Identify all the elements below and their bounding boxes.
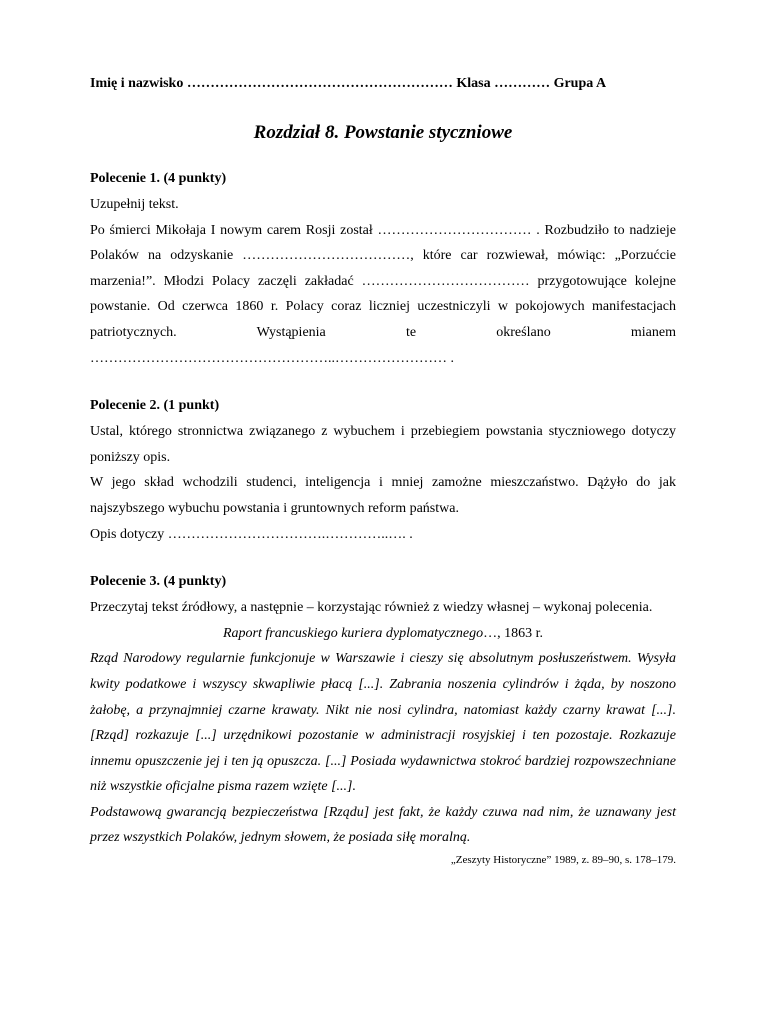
source-title-date: …, 1863 r. — [483, 625, 543, 641]
task-1-instruction: Uzupełnij tekst. — [90, 197, 179, 212]
task-2-heading: Polecenie 2. (1 punkt) — [90, 398, 220, 414]
source-title-main: Raport francuskiego kuriera dyplomatycznego — [222, 625, 484, 641]
task-2-instruction: Ustal, którego stronnictwa związanego z wybuchem i przebiegiem powstania styczniowego dotyczy poniższy opis. — [90, 424, 676, 465]
task-3-instruction: Przeczytaj tekst źródłowy, a następnie – korzystając również z wiedzy własnej – wykonaj polecenia. — [90, 600, 653, 616]
source-title — [90, 621, 676, 647]
task-3-heading: Polecenie 3. (4 punkty) — [90, 574, 227, 590]
task-1-heading: Polecenie 1. (4 punkty) — [90, 171, 227, 186]
task-1 — [90, 170, 676, 371]
task-3 — [90, 573, 676, 867]
student-info-line: Imię i nazwisko ………………………………………………… Klasa ………… Grupa A — [90, 76, 607, 91]
worksheet-page — [90, 74, 676, 867]
page-title: Rozdział 8. Powstanie styczniowe — [253, 122, 513, 143]
source-paragraph-2: Podstawową gwarancją bezpieczeństwa [Rządu] jest fakt, że każdy czuwa nad nim, że uznawany jest przez wszystkich Polaków, jednym słowem, że posiada siłę moralną. — [90, 804, 676, 846]
source-paragraph-1: Rząd Narodowy regularnie funkcjonuje w Warszawie i cieszy się absolutnym posłuszeństwem. Wysyła kwity podatkowe i wszyscy skwapliwie płacą [...]. Zabrania noszenia cylindrów i żąda, by noszono żałobę, a przynajmniej czarne krawaty. Nikt nie nosi cylindra, natomiast każdy czarny krawat [...]. [Rząd] rozkazuje [...] urzędnikowi pozostanie w administracji rosyjskiej i ten pozostaje. Rozkazuje innemu opuszczenie jej i ten ją opuszcza. [...] Posiada wydawnictwa stokroć bardziej rozpowszechniane niż wszystkie oficjalne pisma razem wzięte [...]. — [90, 651, 676, 795]
task-2 — [90, 397, 676, 547]
task-1-text: Po śmierci Mikołaja I nowym carem Rosji został …………………………… . Rozbudziło to nadzieje Polaków na odzyskanie ………………………………, które car rozwiewał, mówiąc: „Porzućcie marzenia!”. Młodzi Polacy zaczęli zakładać ……………………………… przygotowujące kolejne powstanie. Od czerwca 1860 r. Polacy coraz liczniej uczestniczyli w pokojowych manifestacjach patriotycznych. Wystąpienia te określano mianem ……………………………………………..…………………… . — [90, 222, 676, 366]
task-2-description: W jego skład wchodzili studenci, inteligencja i mniej zamożne mieszczaństwo. Dążyło do jak najszybszego wybuchu powstania i gruntownych reform państwa. — [90, 475, 676, 516]
source-citation: „Zeszyty Historyczne” 1989, z. 89–90, s. 178–179. — [450, 854, 676, 867]
task-2-answer-line: Opis dotyczy …………………………….…………..…. . — [90, 526, 413, 542]
